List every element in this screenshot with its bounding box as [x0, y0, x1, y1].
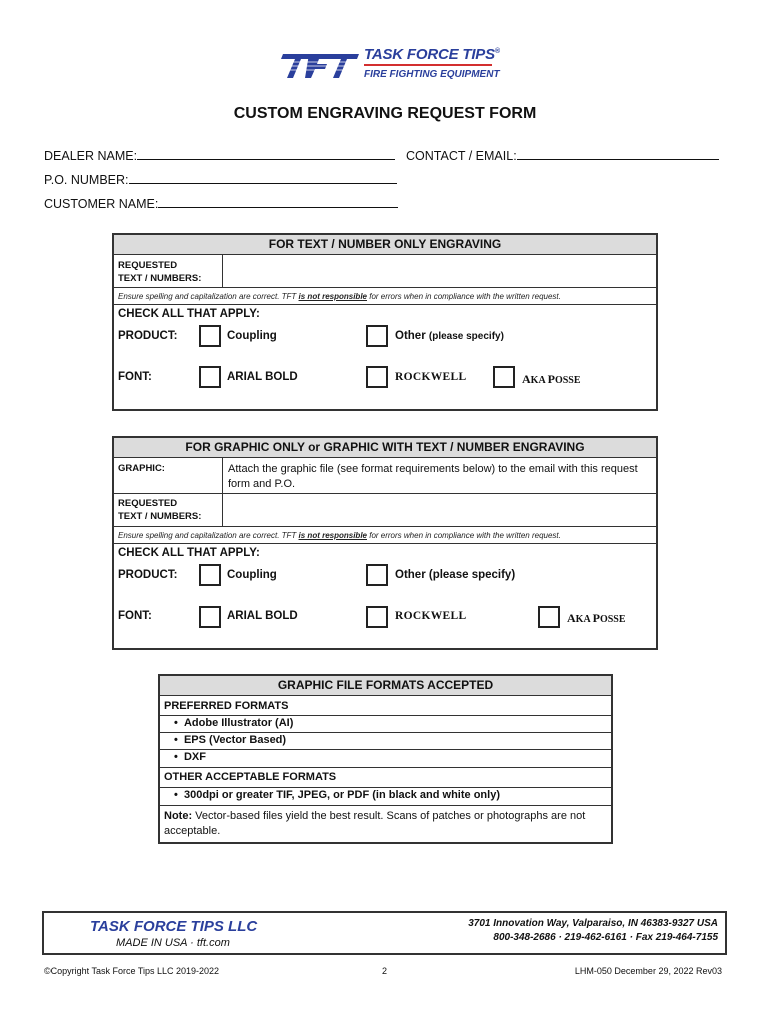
po-number-line[interactable] — [129, 171, 397, 184]
format-item: • DXF — [174, 751, 206, 763]
footer-brand: TASK FORCE TIPS LLC — [90, 918, 258, 935]
footer-phones: 800-348-2686 · 219-462-6161 · Fax 219-464-7155 — [493, 932, 718, 943]
text-engraving-header: FOR TEXT / NUMBER ONLY ENGRAVING — [114, 235, 656, 255]
format-item: • Adobe Illustrator (AI) — [174, 717, 294, 729]
divider — [114, 526, 656, 527]
arial-bold-checkbox[interactable] — [199, 606, 221, 628]
graphic-label: GRAPHIC: — [118, 463, 165, 474]
copyright: ©Copyright Task Force Tips LLC 2019-2022 — [44, 966, 220, 976]
requested-text-label: REQUESTED TEXT / NUMBERS: — [118, 260, 202, 284]
customer-name-line[interactable] — [158, 195, 398, 208]
divider — [160, 732, 611, 733]
aka-posse-checkbox[interactable] — [493, 366, 515, 388]
rockwell-checkbox[interactable] — [366, 606, 388, 628]
font-label: FONT: — [118, 610, 152, 622]
dealer-name-field[interactable] — [44, 147, 395, 163]
coupling-label: Coupling — [227, 569, 277, 581]
requested-text-input[interactable] — [223, 494, 656, 526]
po-number-label: P.O. NUMBER: — [44, 173, 129, 187]
formats-note: Note: Vector-based files yield the best result. Scans of patches or photographs are not acceptable. — [164, 810, 586, 837]
customer-name-label: CUSTOMER NAME: — [44, 197, 159, 211]
divider — [160, 749, 611, 750]
coupling-checkbox[interactable] — [199, 325, 221, 347]
divider — [114, 287, 656, 288]
divider — [114, 543, 656, 544]
registered-mark: ® — [494, 48, 500, 55]
customer-name-field[interactable] — [44, 195, 398, 211]
check-all-label: CHECK ALL THAT APPLY: — [118, 547, 260, 559]
product-label: PRODUCT: — [118, 569, 178, 581]
spelling-note: Ensure spelling and capitalization are correct. TFT is not responsible for errors when in compliance with the written request. — [118, 292, 561, 301]
aka-posse-label: AKA POSSE — [567, 611, 626, 625]
check-all-label: CHECK ALL THAT APPLY: — [118, 308, 260, 320]
divider — [160, 715, 611, 716]
other-checkbox[interactable] — [366, 325, 388, 347]
graphic-engraving-header: FOR GRAPHIC ONLY or GRAPHIC WITH TEXT / NUMBER ENGRAVING — [114, 438, 656, 458]
other-checkbox[interactable] — [366, 564, 388, 586]
other-formats-heading: OTHER ACCEPTABLE FORMATS — [164, 771, 337, 783]
requested-text-label: REQUESTED TEXT / NUMBERS: — [118, 498, 202, 522]
logo-subtitle: FIRE FIGHTING EQUIPMENT — [364, 69, 500, 80]
divider — [160, 767, 611, 768]
file-formats-header: GRAPHIC FILE FORMATS ACCEPTED — [160, 676, 611, 696]
requested-text-input[interactable] — [223, 256, 656, 287]
logo-red-rule — [364, 64, 492, 66]
divider — [160, 787, 611, 788]
divider — [114, 304, 656, 305]
page-title: CUSTOM ENGRAVING REQUEST FORM — [233, 105, 537, 122]
dealer-name-label: DEALER NAME: — [44, 149, 138, 163]
format-item: • 300dpi or greater TIF, JPEG, or PDF (in black and white only) — [174, 789, 500, 801]
aka-posse-label: AKA POSSE — [522, 372, 581, 386]
preferred-formats-heading: PREFERRED FORMATS — [164, 700, 289, 712]
rockwell-checkbox[interactable] — [366, 366, 388, 388]
po-number-field[interactable] — [44, 171, 397, 187]
font-label: FONT: — [118, 371, 152, 383]
rockwell-label: ROCKWELL — [395, 610, 467, 622]
contact-email-field[interactable] — [406, 147, 719, 163]
logo-company-name: TASK FORCE TIPS® — [364, 46, 500, 63]
contact-email-label: CONTACT / EMAIL: — [406, 149, 517, 163]
coupling-label: Coupling — [227, 330, 277, 342]
arial-bold-label: ARIAL BOLD — [227, 371, 298, 383]
dealer-name-line[interactable] — [137, 147, 395, 160]
aka-posse-checkbox[interactable] — [538, 606, 560, 628]
graphic-instructions: Attach the graphic file (see format requirements below) to the email with this request form and P.O. — [228, 463, 638, 490]
footer-made-in-usa: MADE IN USA · tft.com — [116, 937, 230, 949]
footer-address: 3701 Innovation Way, Valparaiso, IN 46383-9327 USA — [468, 918, 718, 929]
arial-bold-checkbox[interactable] — [199, 366, 221, 388]
coupling-checkbox[interactable] — [199, 564, 221, 586]
document-revision: LHM-050 December 29, 2022 Rev03 — [574, 966, 722, 976]
product-label: PRODUCT: — [118, 330, 178, 342]
tft-logo-icon — [279, 50, 359, 80]
page-number: 2 — [382, 966, 388, 976]
arial-bold-label: ARIAL BOLD — [227, 610, 298, 622]
rockwell-label: ROCKWELL — [395, 371, 467, 383]
format-item: • EPS (Vector Based) — [174, 734, 287, 746]
other-label: Other (please specify) — [395, 569, 516, 581]
other-label: Other (please specify) — [395, 330, 504, 342]
contact-email-line[interactable] — [517, 147, 719, 160]
divider — [160, 805, 611, 806]
spelling-note: Ensure spelling and capitalization are correct. TFT is not responsible for errors when in compliance with the written request. — [118, 531, 561, 540]
